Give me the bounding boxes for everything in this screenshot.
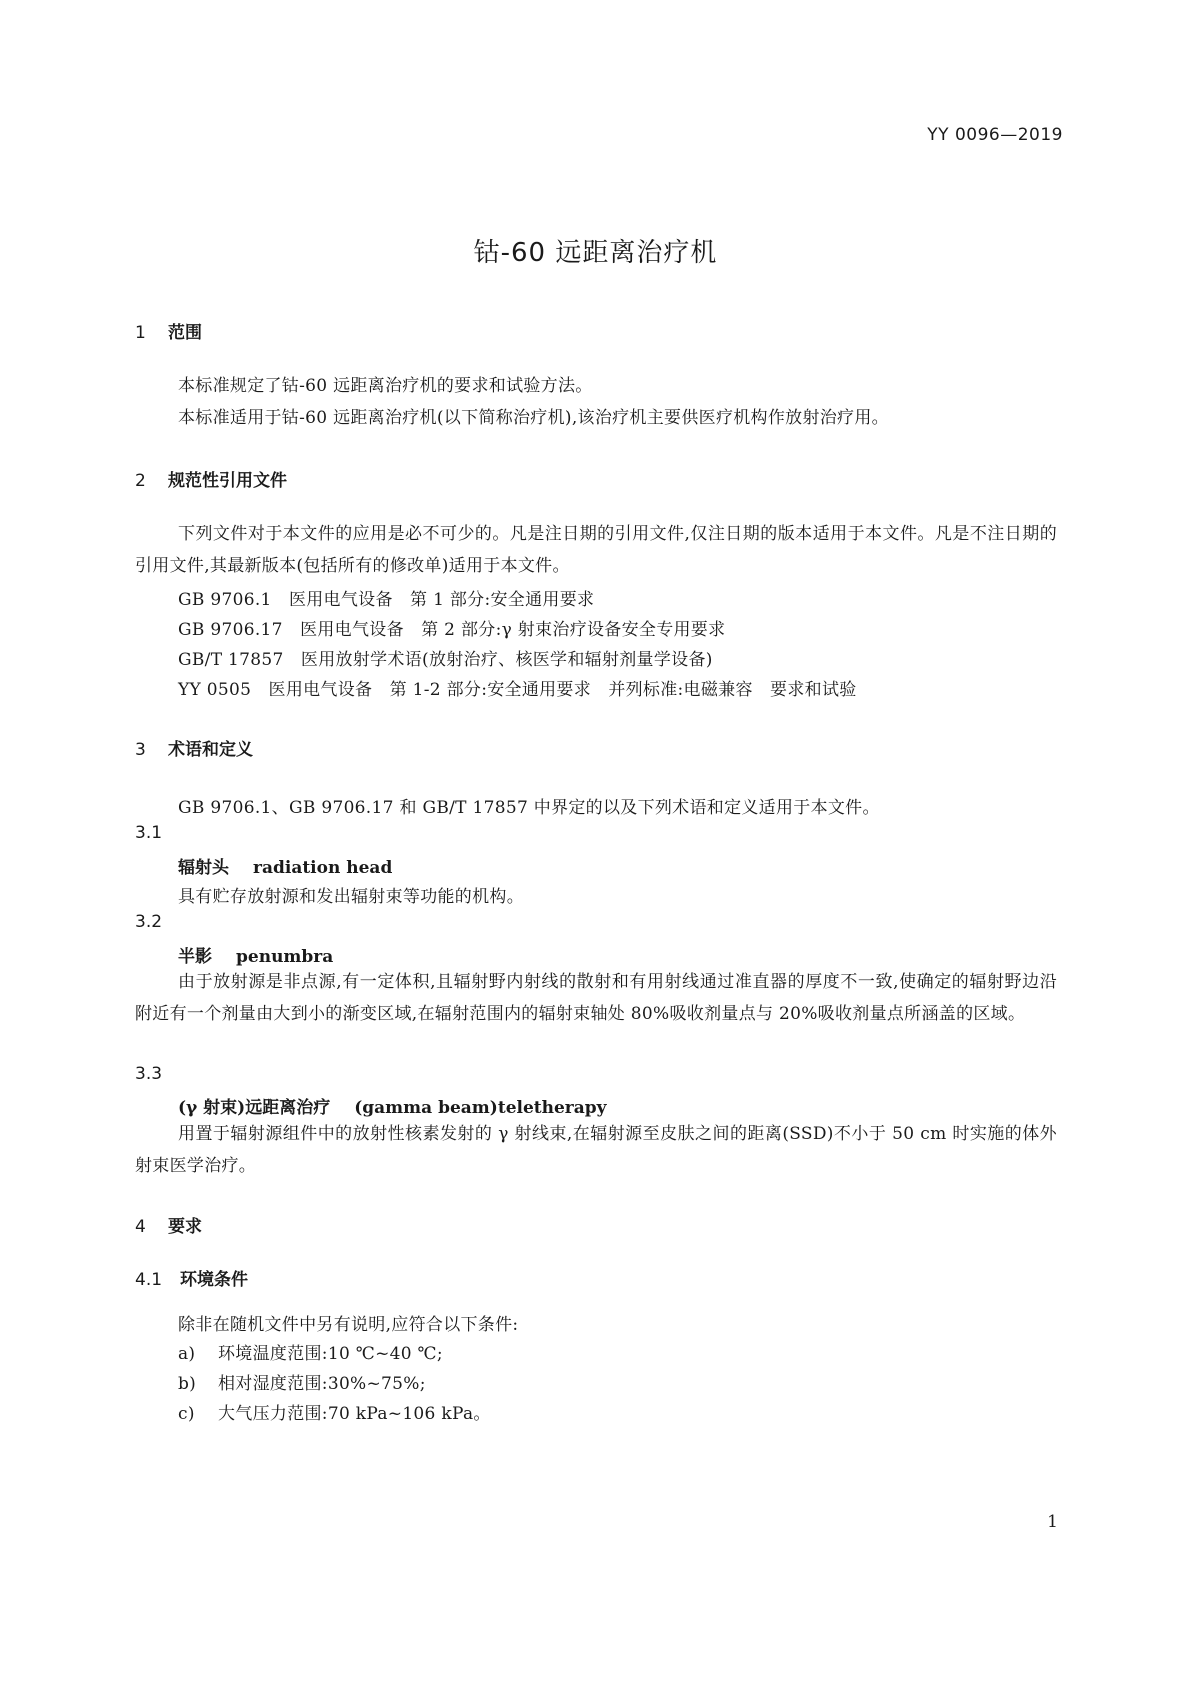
document-title: 钴-60 远距离治疗机 bbox=[473, 238, 718, 268]
section-heading-terms bbox=[135, 735, 253, 760]
term-definition: 由于放射源是非点源,有一定体积,且辐射野内射线的散射和有用射线通过准直器的厚度不一致,使确定的辐射野边沿附近有一个剂量由大到小的渐变区域,在辐射范围内的辐射束轴处 80%吸收剂量点与 20%吸收剂量点所涵盖的区域。 bbox=[135, 972, 1057, 1024]
term-title bbox=[178, 942, 333, 967]
paragraph: 本标准规定了钴-60 远距离治疗机的要求和试验方法。 bbox=[178, 376, 593, 396]
term-definition: 具有贮存放射源和发出辐射束等功能的机构。 bbox=[178, 887, 524, 907]
section-number: 4 bbox=[135, 1217, 146, 1237]
term-zh: 半影 bbox=[178, 947, 212, 967]
term-zh: (γ 射束)远距离治疗 bbox=[178, 1098, 331, 1118]
list-marker: c) bbox=[178, 1404, 195, 1424]
reference-item: GB 9706.1 医用电气设备 第 1 部分:安全通用要求 bbox=[178, 590, 595, 610]
term-en: penumbra bbox=[236, 947, 334, 967]
page-number: 1 bbox=[1047, 1512, 1058, 1532]
section-title: 范围 bbox=[168, 323, 202, 343]
paragraph: GB 9706.1、GB 9706.17 和 GB/T 17857 中界定的以及下列术语和定义适用于本文件。 bbox=[178, 798, 880, 818]
paragraph: 下列文件对于本文件的应用是必不可少的。凡是注日期的引用文件,仅注日期的版本适用于本文件。凡是不注日期的引用文件,其最新版本(包括所有的修改单)适用于本文件。 bbox=[135, 524, 1057, 576]
list-item bbox=[178, 1399, 491, 1424]
section-title: 规范性引用文件 bbox=[168, 471, 287, 491]
section-title: 要求 bbox=[168, 1217, 202, 1237]
standard-code: YY 0096—2019 bbox=[927, 125, 1063, 145]
list-text: 环境温度范围:10 ℃~40 ℃; bbox=[218, 1344, 443, 1364]
subsection-heading-environment bbox=[135, 1265, 248, 1290]
section-heading-scope bbox=[135, 318, 202, 343]
section-number: 4.1 bbox=[135, 1270, 163, 1290]
section-number: 1 bbox=[135, 323, 146, 343]
reference-item: YY 0505 医用电气设备 第 1-2 部分:安全通用要求 并列标准:电磁兼容 要求和试验 bbox=[178, 680, 857, 700]
list-text: 大气压力范围:70 kPa~106 kPa。 bbox=[218, 1404, 491, 1424]
section-title: 环境条件 bbox=[180, 1270, 248, 1290]
list-text: 相对湿度范围:30%~75%; bbox=[218, 1374, 426, 1394]
list-item bbox=[178, 1339, 443, 1364]
paragraph: 本标准适用于钴-60 远距离治疗机(以下简称治疗机),该治疗机主要供医疗机构作放射治疗用。 bbox=[178, 408, 889, 428]
reference-item: GB 9706.17 医用电气设备 第 2 部分:γ 射束治疗设备安全专用要求 bbox=[178, 620, 726, 640]
term-en: radiation head bbox=[253, 858, 393, 878]
list-marker: b) bbox=[178, 1374, 197, 1394]
term-title bbox=[178, 853, 392, 878]
term-number: 3.3 bbox=[135, 1064, 163, 1084]
paragraph: 除非在随机文件中另有说明,应符合以下条件: bbox=[178, 1315, 519, 1335]
term-number: 3.2 bbox=[135, 912, 163, 932]
list-marker: a) bbox=[178, 1344, 196, 1364]
term-zh: 辐射头 bbox=[178, 858, 229, 878]
term-number: 3.1 bbox=[135, 823, 163, 843]
section-number: 2 bbox=[135, 471, 146, 491]
term-title bbox=[178, 1093, 607, 1118]
term-en: (gamma beam)teletherapy bbox=[354, 1098, 607, 1118]
list-item bbox=[178, 1369, 426, 1394]
section-heading-requirements bbox=[135, 1212, 202, 1237]
reference-item: GB/T 17857 医用放射学术语(放射治疗、核医学和辐射剂量学设备) bbox=[178, 650, 713, 670]
term-definition: 用置于辐射源组件中的放射性核素发射的 γ 射线束,在辐射源至皮肤之间的距离(SSD)不小于 50 cm 时实施的体外射束医学治疗。 bbox=[135, 1124, 1057, 1176]
section-heading-normative-references bbox=[135, 466, 287, 491]
section-title: 术语和定义 bbox=[168, 740, 253, 760]
section-number: 3 bbox=[135, 740, 146, 760]
